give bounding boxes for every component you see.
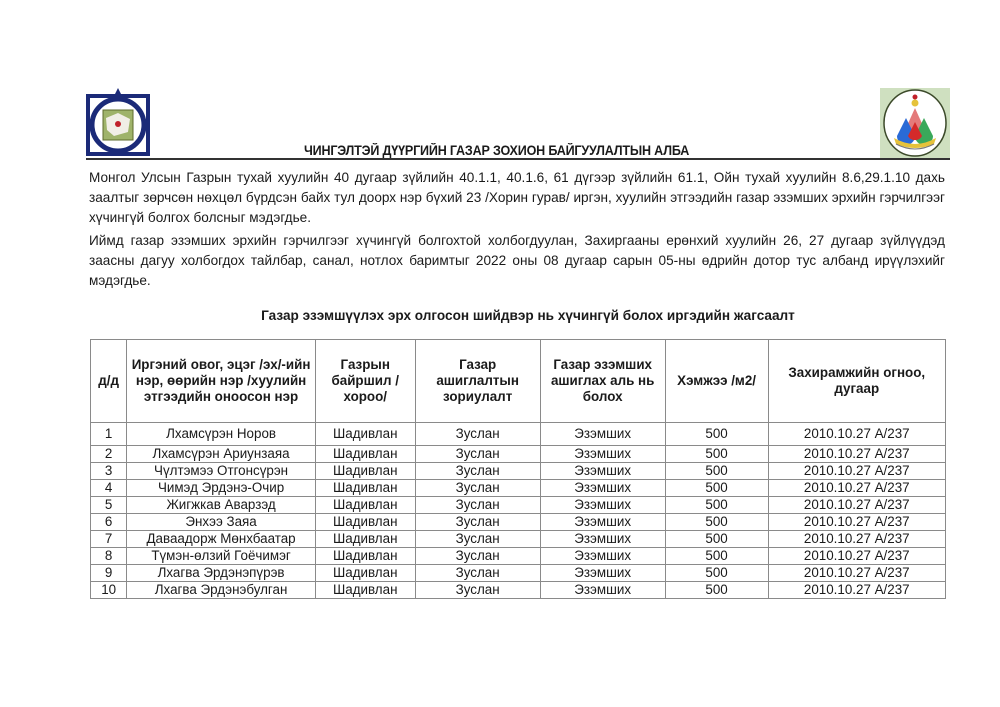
cell-number: 10 [91,582,127,599]
cell-order: 2010.10.27 А/237 [768,582,946,599]
cell-area: 500 [665,531,768,548]
cell-purpose: Зуслан [415,463,540,480]
cell-order: 2010.10.27 А/237 [768,463,946,480]
header-divider [86,158,950,160]
cell-purpose: Зуслан [415,423,540,446]
cell-number: 5 [91,497,127,514]
table-row [91,423,946,446]
cell-location: Шадивлан [315,582,415,599]
cell-name: Энхээ Заяа [127,514,316,531]
land-agency-emblem-icon [84,86,152,156]
cell-possession-type: Эзэмших [540,497,665,514]
cell-number: 7 [91,531,127,548]
cell-area: 500 [665,548,768,565]
cell-order: 2010.10.27 А/237 [768,480,946,497]
cell-order: 2010.10.27 А/237 [768,497,946,514]
cell-name: Чүлтэмээ Отгонсүрэн [127,463,316,480]
cell-location: Шадивлан [315,531,415,548]
cell-possession-type: Эзэмших [540,514,665,531]
table-row [91,565,946,582]
cell-name: Чимэд Эрдэнэ-Очир [127,480,316,497]
cell-area: 500 [665,463,768,480]
table-row [91,548,946,565]
cell-order: 2010.10.27 А/237 [768,565,946,582]
table-header-row [91,340,946,423]
cell-location: Шадивлан [315,480,415,497]
cell-name: Лхагва Эрдэнэпүрэв [127,565,316,582]
cell-area: 500 [665,480,768,497]
cell-purpose: Зуслан [415,531,540,548]
cell-purpose: Зуслан [415,497,540,514]
cell-location: Шадивлан [315,463,415,480]
cell-possession-type: Эзэмших [540,423,665,446]
table-row [91,531,946,548]
cell-name: Лхамсүрэн Норов [127,423,316,446]
cell-purpose: Зуслан [415,582,540,599]
cell-possession-type: Эзэмших [540,565,665,582]
table-row [91,480,946,497]
cell-area: 500 [665,565,768,582]
cell-order: 2010.10.27 А/237 [768,423,946,446]
cell-location: Шадивлан [315,497,415,514]
cell-number: 6 [91,514,127,531]
cell-name: Түмэн-өлзий Гоёчимэг [127,548,316,565]
cell-order: 2010.10.27 А/237 [768,531,946,548]
cell-purpose: Зуслан [415,514,540,531]
header-purpose: Газар ашиглалтын зориулалт [415,340,540,423]
cell-area: 500 [665,446,768,463]
cell-purpose: Зуслан [415,446,540,463]
table-row [91,582,946,599]
cell-order: 2010.10.27 А/237 [768,514,946,531]
header-area: Хэмжээ /м2/ [665,340,768,423]
cell-location: Шадивлан [315,514,415,531]
notice-paragraph-1: Монгол Улсын Газрын тухай хуулийн 40 дугаар зүйлийн 40.1.1, 40.1.6, 61 дүгээр зүйлийн 61.1, Ойн тухай хуулийн 8.6,29.1.10 дахь заалтыг зөрчсөн нөхцөл бүрдсэн байх тул доорх нэр бүхий 23 /Хорин гурав/ иргэн, хуулийн этгээдийн газар эзэмших эрхийн гэрчилгээг хүчингүй болгох болсныг мэдэгдье. [89,170,945,225]
header-number: д/д [91,340,127,423]
office-title: ЧИНГЭЛТЭЙ ДҮҮРГИЙН ГАЗАР ЗОХИОН БАЙГУУЛАЛТЫН АЛБА [304,143,690,158]
header-location: Газрын байршил /хороо/ [315,340,415,423]
cell-possession-type: Эзэмших [540,446,665,463]
cell-area: 500 [665,497,768,514]
cell-purpose: Зуслан [415,480,540,497]
cell-possession-type: Эзэмших [540,463,665,480]
header-name: Иргэний овог, эцэг /эх/-ийн нэр, өөрийн нэр /хуулийн этгээдийн оноосон нэр [127,340,316,423]
cell-name: Жигжкав Аварзэд [127,497,316,514]
cell-name: Даваадорж Мөнхбаатар [127,531,316,548]
table-row [91,463,946,480]
cell-number: 8 [91,548,127,565]
cell-possession-type: Эзэмших [540,548,665,565]
cell-number: 3 [91,463,127,480]
cell-name: Лхамсүрэн Ариунзаяа [127,446,316,463]
cell-number: 2 [91,446,127,463]
cell-possession-type: Эзэмших [540,531,665,548]
table-row [91,514,946,531]
cell-location: Шадивлан [315,423,415,446]
district-emblem-icon [880,88,950,158]
cell-area: 500 [665,423,768,446]
cell-area: 500 [665,582,768,599]
cell-name: Лхагва Эрдэнэбулган [127,582,316,599]
cell-purpose: Зуслан [415,548,540,565]
cell-order: 2010.10.27 А/237 [768,446,946,463]
cell-possession-type: Эзэмших [540,480,665,497]
cell-location: Шадивлан [315,548,415,565]
citizen-list-table [90,339,946,599]
notice-paragraph-2: Иймд газар эзэмших эрхийн гэрчилгээг хүчингүй болгохтой холбогдуулан, Захиргааны ерөнхий хуулийн 26, 27 дугаар зүйлүүдэд заасны дагуу холбогдох тайлбар, санал, нотлох баримтыг 2022 оны 08 дугаар сарын 05-ны өдрийн дотор тус албанд ирүүлэхийг мэдэгдье. [89,233,945,288]
table-row [91,446,946,463]
cell-location: Шадивлан [315,565,415,582]
header-possession-type: Газар эзэмших ашиглах аль нь болох [540,340,665,423]
cell-number: 4 [91,480,127,497]
cell-location: Шадивлан [315,446,415,463]
cell-number: 1 [91,423,127,446]
cell-number: 9 [91,565,127,582]
cell-purpose: Зуслан [415,565,540,582]
cell-possession-type: Эзэмших [540,582,665,599]
header-order-date-number: Захирамжийн огноо, дугаар [768,340,946,423]
cell-area: 500 [665,514,768,531]
table-title: Газар эзэмшүүлэх эрх олгосон шийдвэр нь хүчингүй болох иргэдийн жагсаалт [261,308,795,323]
cell-order: 2010.10.27 А/237 [768,548,946,565]
table-row [91,497,946,514]
